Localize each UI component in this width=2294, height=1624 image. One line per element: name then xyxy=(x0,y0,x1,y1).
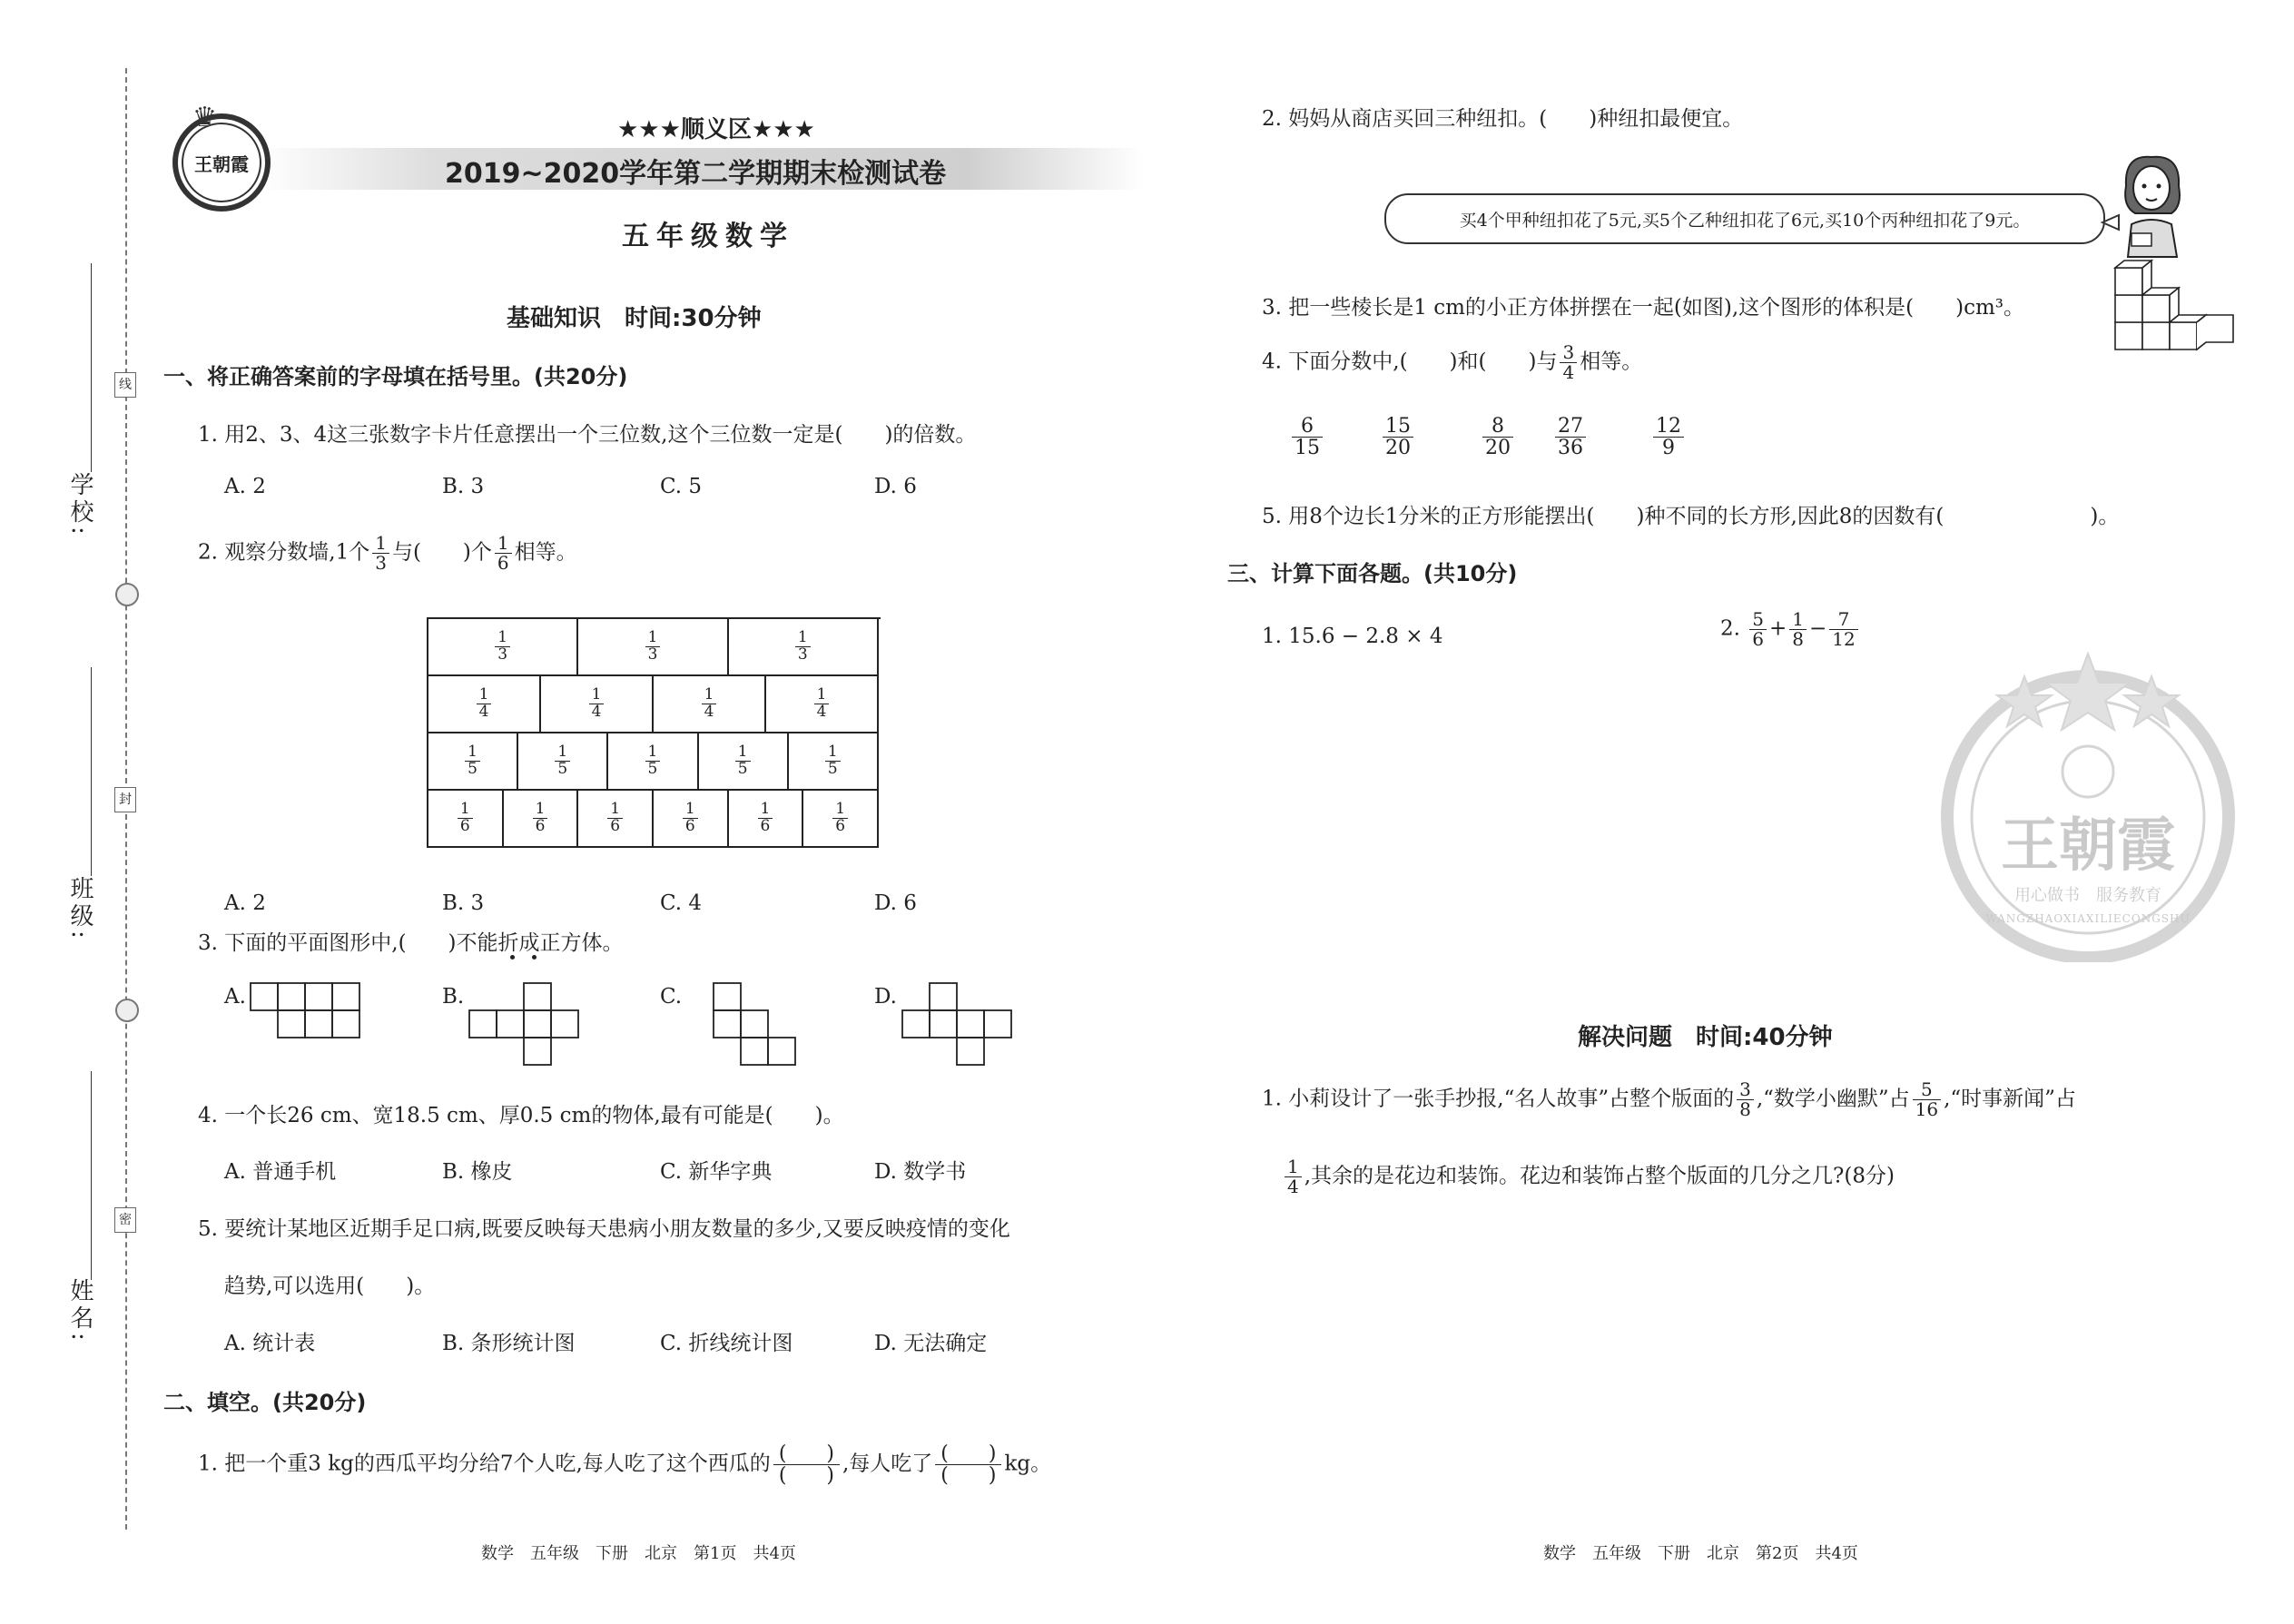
cube-net-d xyxy=(901,982,1015,1068)
fraction: $\frac{7}{12}$ xyxy=(1829,610,1857,649)
binding-line-name xyxy=(91,1071,92,1280)
operator: − xyxy=(1809,616,1827,641)
q1-2-option-d: D. 6 xyxy=(874,891,917,915)
q1-1-option-c: C. 5 xyxy=(660,475,703,498)
stacked-cubes-figure xyxy=(2113,259,2240,354)
cube-net-c xyxy=(685,982,799,1068)
blank-fraction: $\frac{( )}{( )}$ xyxy=(773,1443,840,1486)
fraction: $\frac{1}{6}$ xyxy=(495,534,512,573)
q1-3-option-d: D. xyxy=(874,985,897,1009)
mother-illustration xyxy=(2099,150,2199,259)
binding-hole-icon xyxy=(115,999,139,1022)
fraction: $\frac{5}{16}$ xyxy=(1913,1080,1941,1119)
watermark-seal xyxy=(1925,635,2251,962)
binding-line-class xyxy=(91,667,92,876)
q1-4-option-c: C. 新华字典 xyxy=(660,1160,773,1184)
fraction-wall-cell: $\frac{1}{4}$ xyxy=(766,676,879,733)
fraction-wall-cell: $\frac{1}{5}$ xyxy=(608,733,698,791)
q1-4-option-d: D. 数学书 xyxy=(874,1160,967,1184)
fraction-wall-cell: $\frac{1}{6}$ xyxy=(428,791,504,848)
watermark-brand: 王朝霞 xyxy=(2001,812,2175,880)
fraction-wall-cell: $\frac{1}{6}$ xyxy=(803,791,879,848)
emphasis-dot xyxy=(510,955,515,960)
section3-title: 三、计算下面各题。(共10分) xyxy=(1227,561,1518,586)
fraction-wall-cell: $\frac{1}{4}$ xyxy=(654,676,766,733)
candidate-fraction: $\frac{8}{20}$ xyxy=(1480,416,1516,458)
q2-4-post: 相等。 xyxy=(1580,349,1643,374)
speech-bubble xyxy=(1384,193,2105,244)
cube-net-b xyxy=(468,982,582,1068)
candidate-fraction: $\frac{27}{36}$ xyxy=(1552,416,1589,458)
cube-net-a xyxy=(250,982,363,1041)
fraction: $\frac{1}{4}$ xyxy=(1285,1157,1302,1196)
question-1-2 xyxy=(198,534,577,573)
fraction-wall-cell: $\frac{1}{3}$ xyxy=(729,619,879,676)
question-1-1: 1. 用2、3、4这三张数字卡片任意摆出一个三位数,这个三位数一定是( )的倍数。 xyxy=(198,423,977,447)
section1-title: 一、将正确答案前的字母填在括号里。(共20分) xyxy=(163,364,628,389)
brand-seal-text: 王朝霞 xyxy=(194,153,249,175)
fraction: $\frac{3}{8}$ xyxy=(1737,1080,1754,1119)
brand-seal-logo xyxy=(172,113,271,212)
footer-left: 数学 五年级 下册 北京 第1页 共4页 xyxy=(481,1544,796,1563)
binding-hole-icon xyxy=(115,583,139,606)
operator: + xyxy=(1769,616,1787,641)
fraction-wall-cell: $\frac{1}{6}$ xyxy=(654,791,729,848)
question-2-2: 2. 妈妈从商店买回三种纽扣。( )种纽扣最便宜。 xyxy=(1262,107,1744,131)
q1-3-option-a: A. xyxy=(224,985,246,1009)
school-label: 学校: xyxy=(66,472,94,538)
fraction-wall-cell: $\frac{1}{6}$ xyxy=(578,791,654,848)
fraction-wall-cell: $\frac{1}{4}$ xyxy=(428,676,541,733)
candidate-fraction: $\frac{12}{9}$ xyxy=(1650,416,1687,458)
question-2-3: 3. 把一些棱长是1 cm的小正方体拼摆在一起(如图),这个图形的体积是( )cm³。 xyxy=(1262,296,2025,320)
q1-2-mid: 与( )个 xyxy=(391,540,492,565)
fraction: $\frac{1}{8}$ xyxy=(1789,610,1807,649)
question-1-5-line1: 5. 要统计某地区近期手足口病,既要反映每天患病小朋友数量的多少,又要反映疫情的变化 xyxy=(198,1217,1010,1241)
name-label: 姓名: xyxy=(66,1278,94,1344)
fraction: $\frac{5}{6}$ xyxy=(1749,610,1767,649)
fraction-wall-row xyxy=(427,791,881,848)
problem-1-line2: $\frac{1}{4}$ ,其余的是花边和装饰。花边和装饰占整个版面的几分之几?(8分) xyxy=(1282,1157,1895,1196)
q1-1-option-a: A. 2 xyxy=(224,475,266,498)
binding-mark-mi: 密 xyxy=(114,1207,136,1233)
question-2-1 xyxy=(198,1443,1051,1486)
binding-mark-xian: 线 xyxy=(114,372,136,398)
fraction: $\frac{3}{4}$ xyxy=(1560,343,1577,382)
calc-2-label: 2. xyxy=(1720,616,1740,641)
fraction-wall-cell: $\frac{1}{5}$ xyxy=(518,733,608,791)
q1-1-option-d: D. 6 xyxy=(874,475,917,498)
footer-right: 数学 五年级 下册 北京 第2页 共4页 xyxy=(1543,1544,1858,1563)
calc-2 xyxy=(1720,610,1861,649)
fraction-wall-row xyxy=(427,733,881,791)
q1-1-option-b: B. 3 xyxy=(442,475,485,498)
fraction-wall-row xyxy=(427,619,881,676)
q2-1-post: kg。 xyxy=(1004,1452,1052,1476)
q1-2-post: 相等。 xyxy=(514,540,577,565)
question-1-3: 3. 下面的平面图形中,( )不能折成正方体。 xyxy=(198,931,624,955)
emphasis-dot xyxy=(532,955,537,960)
q1-2-pre: 2. 观察分数墙,1个 xyxy=(198,540,370,565)
q1-5-option-b: B. 条形统计图 xyxy=(442,1332,576,1355)
fraction-wall xyxy=(427,617,881,848)
fraction-wall-cell: $\frac{1}{3}$ xyxy=(578,619,728,676)
fraction-wall-cell: $\frac{1}{4}$ xyxy=(541,676,654,733)
binding-line-school xyxy=(91,263,92,472)
fraction-wall-cell: $\frac{1}{6}$ xyxy=(504,791,579,848)
candidate-fraction: $\frac{6}{15}$ xyxy=(1289,416,1325,458)
fraction-wall-cell: $\frac{1}{3}$ xyxy=(428,619,578,676)
part2-title: 解决问题 时间:40分钟 xyxy=(1578,1024,1833,1051)
exam-title: 2019~2020学年第二学期期末检测试卷 xyxy=(445,158,947,190)
fraction-wall-cell: $\frac{1}{5}$ xyxy=(428,733,518,791)
q1-5-option-c: C. 折线统计图 xyxy=(660,1332,793,1355)
question-1-4: 4. 一个长26 cm、宽18.5 cm、厚0.5 cm的物体,最有可能是( )。 xyxy=(198,1104,844,1127)
q1-4-option-b: B. 橡皮 xyxy=(442,1160,513,1184)
q2-1-pre: 1. 把一个重3 kg的西瓜平均分给7个人吃,每人吃了这个西瓜的 xyxy=(198,1452,771,1476)
q1-2-option-b: B. 3 xyxy=(442,891,485,915)
problem-1-line1: 1. 小莉设计了一张手抄报,“名人故事”占整个版面的 $\frac{3}{8}$ ,“数学小幽默”占 $\frac{5}{16}$ ,“时事新闻”占 xyxy=(1262,1078,2076,1120)
q1-2-option-c: C. 4 xyxy=(660,891,703,915)
fraction-wall-cell: $\frac{1}{5}$ xyxy=(699,733,789,791)
question-1-5-line2: 趋势,可以选用( )。 xyxy=(224,1275,436,1298)
q1-3-option-c: C. xyxy=(660,985,683,1009)
q1-3-option-b: B. xyxy=(442,985,465,1009)
part1-title: 基础知识 时间:30分钟 xyxy=(507,305,762,332)
section2-title: 二、填空。(共20分) xyxy=(163,1390,367,1415)
watermark-slogan: 用心做书 服务教育 xyxy=(2014,886,2161,905)
q1-5-option-d: D. 无法确定 xyxy=(874,1332,988,1355)
district-label: ★★★顺义区★★★ xyxy=(617,116,815,143)
fraction-wall-row xyxy=(427,676,881,733)
watermark-ring-text: WANGZHAOXIAXILIECONGSHU xyxy=(1985,912,2191,925)
fraction-wall-cell: $\frac{1}{5}$ xyxy=(789,733,879,791)
candidate-fraction: $\frac{15}{20}$ xyxy=(1380,416,1416,458)
q2-1-mid: ,每人吃了 xyxy=(842,1452,933,1476)
fraction: $\frac{1}{3}$ xyxy=(372,534,389,573)
class-label: 班级: xyxy=(66,876,94,942)
q2-4-pre: 4. 下面分数中,( )和( )与 xyxy=(1262,349,1558,374)
blank-fraction: $\frac{( )}{( )}$ xyxy=(935,1443,1001,1486)
q1-5-option-a: A. 统计表 xyxy=(224,1332,316,1355)
subject-title: 五年级数学 xyxy=(622,221,794,252)
binding-mark-feng: 封 xyxy=(114,787,136,812)
fraction-wall-cell: $\frac{1}{6}$ xyxy=(729,791,804,848)
question-2-5: 5. 用8个边长1分米的正方形能摆出( )种不同的长方形,因此8的因数有( )。 xyxy=(1262,505,2120,528)
question-2-4 xyxy=(1262,343,1642,382)
calc-1: 1. 15.6 − 2.8 × 4 xyxy=(1262,625,1443,648)
q1-4-option-a: A. 普通手机 xyxy=(224,1160,337,1184)
crown-icon: ♛ xyxy=(192,102,217,133)
q1-2-option-a: A. 2 xyxy=(224,891,266,915)
speech-bubble-text: 买4个甲种纽扣花了5元,买5个乙种纽扣花了6元,买10个丙种纽扣花了9元。 xyxy=(1459,210,2031,231)
